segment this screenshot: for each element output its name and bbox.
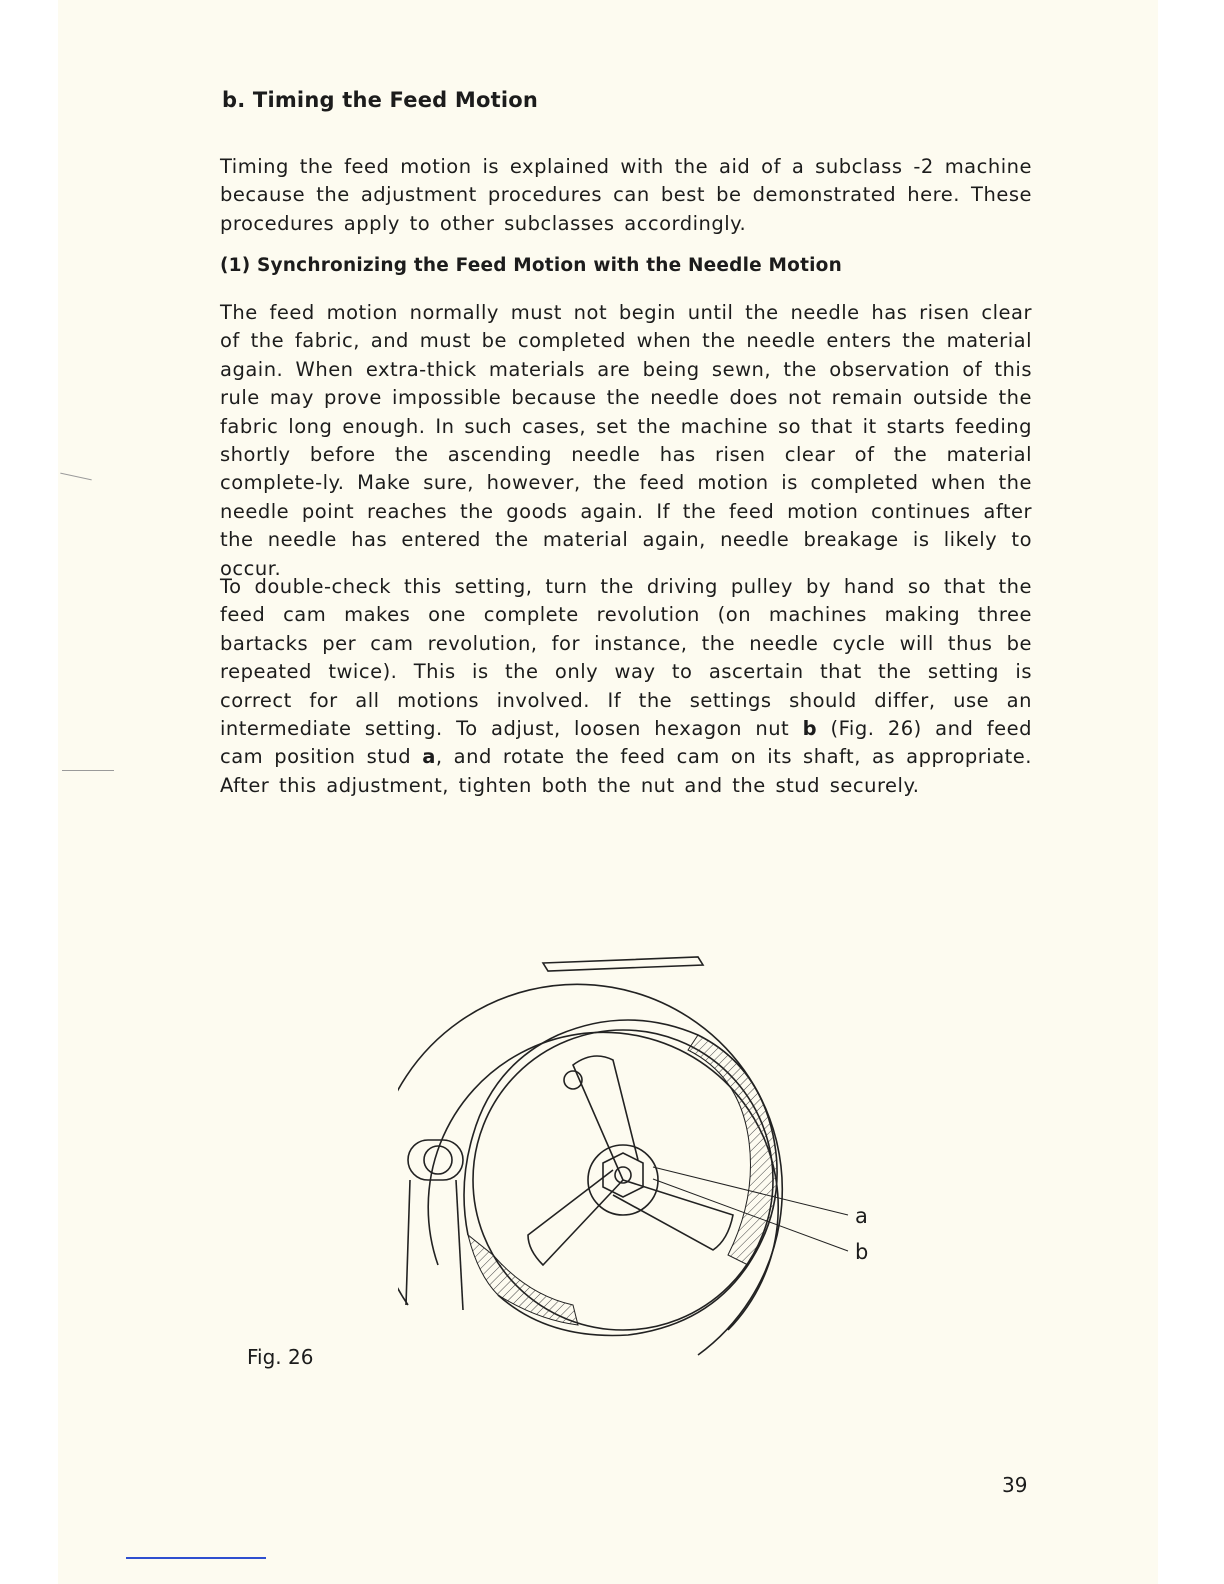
paragraph-text: To double-check this setting, turn the driving pulley by hand so that the feed cam makes one complete revolution (on machines making three bartacks per cam revolution, for instance, the needle cycle will thus be repeated twice). This is the only way to ascertain that the setting is correct for all motions involved. If the settings should differ, use an intermediate setting. To adjust, loosen hexagon nut [220, 575, 1032, 741]
feed-cam-illustration [398, 935, 878, 1375]
stud-reference: a [422, 745, 436, 769]
subsection-heading: (1) Synchronizing the Feed Motion with the Needle Motion [220, 255, 842, 276]
page-number: 39 [1002, 1473, 1028, 1497]
bottom-rule [126, 1557, 266, 1559]
label-a: a [855, 1204, 868, 1228]
label-b: b [855, 1240, 869, 1264]
figure-caption: Fig. 26 [247, 1345, 314, 1369]
body-paragraph: The feed motion normally must not begin until the needle has risen clear of the fabric, and must be completed when the needle enters the material again. When extra-thick materials are being sewn, the observation of this rule may prove impossible because the needle does not remain outside the fabric long enough. In such cases, set the machine so that it starts feeding shortly before the ascending needle has risen clear of the material complete-ly. Make sure, however, the feed motion is completed when the needle point reaches the goods again. If the feed motion continues after the needle has entered the material again, needle breakage is likely to occur. [220, 301, 1032, 580]
section-heading: b. Timing the Feed Motion [222, 88, 539, 112]
paragraph-text: , and rotate the feed cam on its shaft, as appropriate. After this adjustment, tighten both the nut and the stud securely. [220, 745, 1032, 797]
intro-paragraph: Timing the feed motion is explained with the aid of a subclass -2 machine because the adjustment procedures can best be demonstrated here. These procedures apply to other subclasses accordingly. [220, 155, 1032, 235]
nut-reference: b [802, 717, 818, 741]
body-paragraph-adjustment [220, 573, 1032, 800]
margin-mark [62, 770, 114, 771]
paragraph-text: (Fig. 26) and feed cam position stud [220, 717, 1032, 769]
